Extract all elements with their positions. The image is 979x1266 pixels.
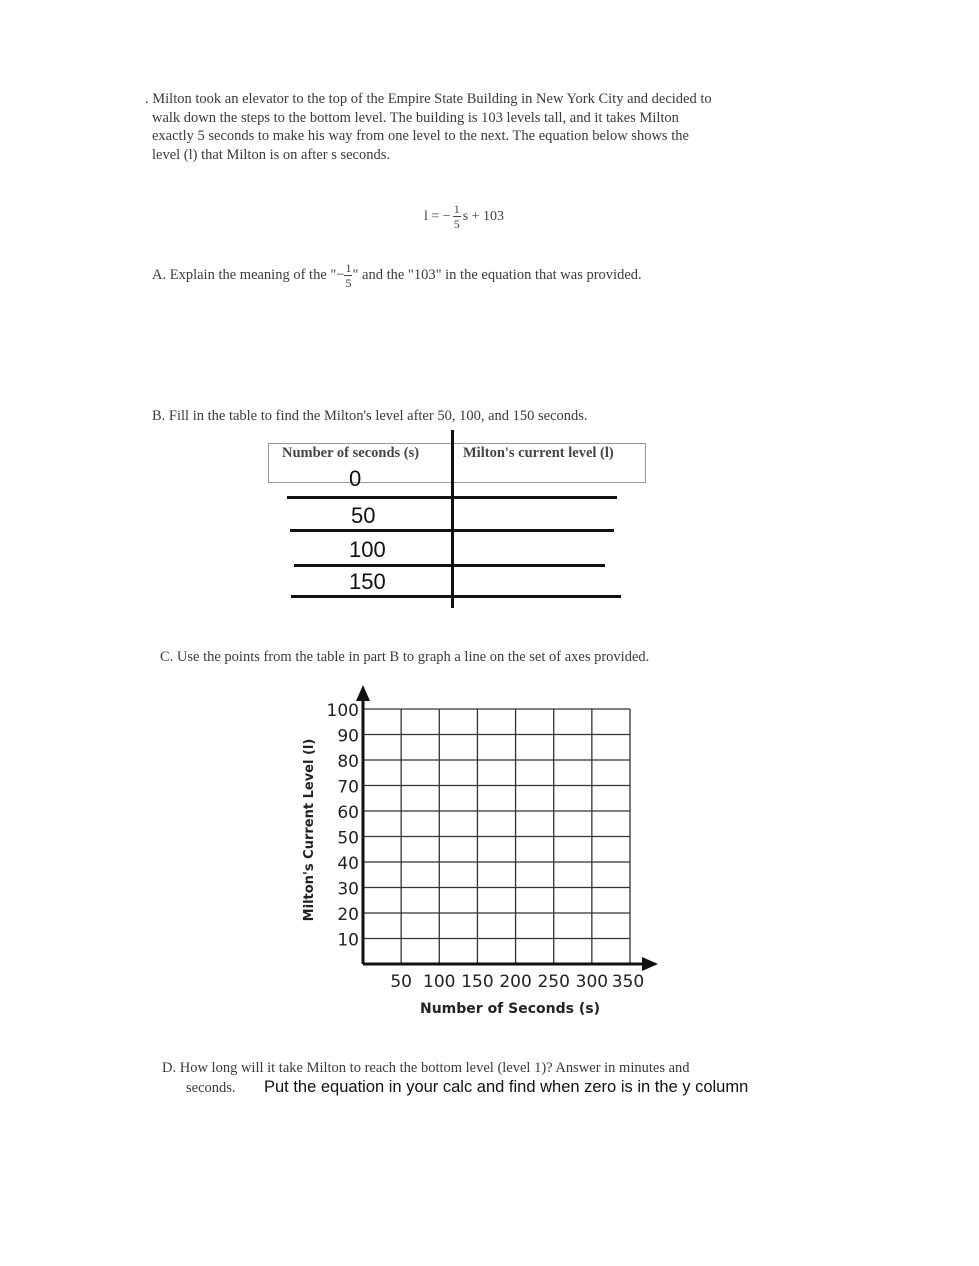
table-cell-seconds: 150 <box>349 569 386 594</box>
equation-lhs: l = − <box>424 208 451 224</box>
x-tick-label: 250 <box>537 972 570 992</box>
y-tick-label: 40 <box>337 854 359 874</box>
part-c-prompt: C. Use the points from the table in part B to graph a line on the set of axes provided. <box>160 649 650 665</box>
x-tick-label: 100 <box>423 972 456 992</box>
intro-line: walk down the steps to the bottom level. The building is 103 levels tall, and it takes Milton <box>152 109 679 126</box>
equation-rhs: s + 103 <box>462 208 505 224</box>
intro-line: . Milton took an elevator to the top of the Empire State Building in New York City and decided to <box>145 91 712 107</box>
x-tick-label: 150 <box>461 972 494 992</box>
part-d-prompt-cont: seconds. <box>186 1080 236 1096</box>
table-cell-seconds: 50 <box>351 503 376 528</box>
denominator: 5 <box>453 217 460 231</box>
y-tick-label: 10 <box>337 930 359 951</box>
y-tick-label: 30 <box>337 879 359 900</box>
numerator: 1 <box>453 202 460 216</box>
intro-line: exactly 5 seconds to make his way from one level to the next. The equation below shows the <box>152 128 689 144</box>
table-cell-seconds: 100 <box>349 537 386 562</box>
x-tick-label: 50 <box>390 972 412 992</box>
y-tick-label: 20 <box>337 905 359 925</box>
table-cell-seconds: 0 <box>349 466 362 491</box>
y-axis-arrow-icon <box>356 685 370 701</box>
y-tick-label: 70 <box>337 777 359 798</box>
y-tick-label: 100 <box>326 701 359 721</box>
x-tick-label: 350 <box>611 972 645 992</box>
y-tick-label: 80 <box>337 752 359 772</box>
x-tick-label: 200 <box>499 972 532 992</box>
x-tick-label: 300 <box>575 972 609 992</box>
y-tick-label: 50 <box>337 828 359 849</box>
x-axis-arrow-icon <box>642 957 658 971</box>
header-level: Milton's current level (l) <box>463 445 614 461</box>
y-axis-label: Milton's Current Level (l) <box>302 738 317 922</box>
part-a-prefix: A. Explain the meaning of the "− <box>152 267 345 284</box>
part-a-suffix: " and the "103" in the equation that was provided. <box>352 267 642 284</box>
numerator: 1 <box>345 261 352 275</box>
header-seconds: Number of seconds (s) <box>282 445 420 461</box>
y-tick-label: 90 <box>337 726 359 747</box>
part-d-prompt: D. How long will it take Milton to reach the bottom level (level 1)? Answer in minutes and <box>162 1060 690 1076</box>
handwritten-answer: Put the equation in your calc and find when zero is in the y column <box>264 1078 749 1096</box>
part-b-prompt: B. Fill in the table to find the Milton's level after 50, 100, and 150 seconds. <box>152 408 588 424</box>
denominator: 5 <box>345 276 352 290</box>
x-axis-label: Number of Seconds (s) <box>420 1001 600 1017</box>
intro-line: level (l) that Milton is on after s seconds. <box>152 146 390 163</box>
y-tick-label: 60 <box>337 803 359 823</box>
